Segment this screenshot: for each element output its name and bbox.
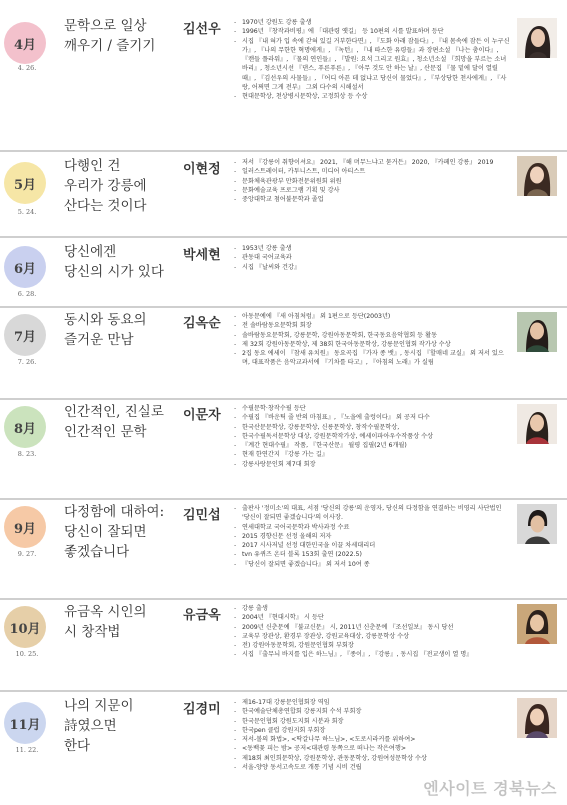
lecturer-name: 김옥순 <box>183 316 221 331</box>
news-watermark: 엔사이트 경북뉴스 <box>423 779 557 798</box>
lecture-title: 문학으로 일상 깨우기 / 즐기기 <box>64 18 156 54</box>
lecturer-name: 김선우 <box>183 22 221 37</box>
bio-item: - 시집 『내 혀가 입 속에 갇혀 있길 거부한다면』, 『도화 아래 잠들다』, 『내 몸속에 잠든 이 누구신가』, 『나의 무한한 혁명에게』, 『녹턴』, 『내 따스한 유령들』과 장편소설 『나는 춤이다』, 『캔들 플라워』, 『물의 연인들』, 『발원: 요석 그리고 원효』, 청소년소설 『희망을 부르는 소녀 바리』, 청소년시선 『댄스, 푸른푸른』, 『아무 것도 안 하는 날』, 산문집 『물 밑에 달이 열릴 때』, 『김선우의 사물들』, 『어디 아픈 데 없냐고 당신이 물었다』, 『부상당한 천사에게』, 『사랑, 어쩌면 그게 전부』 그외 다수의 시해설서 <box>234 37 510 93</box>
bio-item: - 전) 강원아동문학회, 강원문인협회 부회장 <box>234 641 510 650</box>
bio-item: - 연세대학교 국어국문학과 박사과정 수료 <box>234 523 510 532</box>
lecture-title: 다행인 건 우리가 강릉에 산다는 것이다 <box>64 158 147 214</box>
lecturer-bio <box>234 404 510 469</box>
lecturer-photo <box>517 18 557 58</box>
row-divider <box>0 306 567 308</box>
month-badge: 4月 <box>4 22 46 64</box>
bio-item: - 문화체육관광부 만화전문위원회 위원 <box>234 177 510 186</box>
bio-item: - 한국예술단체총연합회 강릉지회 수석 부회장 <box>234 707 510 716</box>
bio-item: - 서울-양양 동서고속도로 개통 기념 시비 건립 <box>234 763 510 772</box>
portrait-image <box>517 312 557 352</box>
lecture-date: 8. 23. <box>17 450 37 458</box>
row-divider <box>0 236 567 238</box>
bio-item: - 시집 『출무늬 바지를 입은 하느님』, 『종이』, 『강릉』, 동시집 『전교생이 열 명』 <box>234 650 510 659</box>
schedule-row-september <box>0 498 567 594</box>
month-badge: 11月 <box>4 702 46 744</box>
lecturer-bio <box>234 312 510 368</box>
lecturer-bio <box>234 698 510 772</box>
lecture-title: 나의 지문이 詩였으면 한다 <box>64 698 134 754</box>
lecture-date: 10. 25. <box>15 650 39 658</box>
schedule-row-july <box>0 306 567 394</box>
lecture-date: 9. 27. <box>17 550 37 558</box>
bio-item: - 2017 시사저널 선정 대한민국을 이끌 차세대리더 <box>234 541 510 550</box>
lecturer-name: 이현정 <box>183 162 221 177</box>
lecture-title: 동시와 동요의 즐거운 만남 <box>64 312 147 348</box>
bio-item: - 중앙대학교 첨어불문학과 졸업 <box>234 195 510 204</box>
bio-item: - 2004년 『현대시학』 시 등단 <box>234 613 510 622</box>
bio-item: - 관동대 국어교육과 <box>234 253 510 262</box>
bio-item: - 한국문인협회 강원도지회 시분과 회장 <box>234 717 510 726</box>
lecturer-bio <box>234 604 510 660</box>
bio-item: - 솔바람동요문학회, 강릉문학, 강원아동문학회, 한국동요음악협회 등 활동 <box>234 331 510 340</box>
schedule-row-october <box>0 598 567 686</box>
lecturer-photo <box>517 604 557 644</box>
lecture-date: 7. 26. <box>17 358 37 366</box>
lecture-title: 인간적인, 진실로 인간적인 문학 <box>64 404 164 440</box>
lecturer-photo <box>517 698 557 738</box>
bio-item: - tvn 유퀴즈 온더 블록 153회 출연 (2022.5) <box>234 550 510 559</box>
bio-item: - 현대문학상, 천상병시문학상, 고정희상 등 수상 <box>234 92 510 101</box>
bio-item: - 제 32회 강원아동문학상, 제 38회 한국아동문학상, 강릉문인협회 작가상 수상 <box>234 340 510 349</box>
lecturer-photo <box>517 156 557 196</box>
row-divider <box>0 150 567 152</box>
bio-item: - <동백꽃 피는 밤> 공저<대관령 동쪽으로 떠나는 작은여행> <box>234 744 510 753</box>
bio-item: - 한국수필독서문학상 대상, 강원문학작가상, 예세이파아우수작품상 수상 <box>234 432 510 441</box>
portrait-image <box>517 604 557 644</box>
month-badge: 9月 <box>4 506 46 548</box>
month-badge: 7月 <box>4 314 46 356</box>
portrait-image <box>517 698 557 738</box>
bio-item: - 1970년 강원도 강릉 출생 <box>234 18 510 27</box>
schedule-row-june <box>0 236 567 302</box>
lecturer-photo <box>517 404 557 444</box>
bio-item: - 한국산문문학상, 강릉문학상, 신릉문학상, 창작수필문학상, <box>234 423 510 432</box>
lecturer-name: 김민섭 <box>183 508 221 523</box>
bio-item: - 문화예술교육 프로그램 기획 및 강사 <box>234 186 510 195</box>
month-badge: 10月 <box>4 606 46 648</box>
bio-item: - 수필문학·창작수필 등단 <box>234 404 510 413</box>
bio-item: - 2009년 신춘문예 『불교신문』 시, 2011년 신춘문예 『조선일보』 동시 당선 <box>234 623 510 632</box>
lecturer-name: 김경미 <box>183 702 221 717</box>
month-badge: 5月 <box>4 162 46 204</box>
lecture-date: 4. 26. <box>17 64 37 72</box>
bio-item: - 2집 동요 에세이 『참새 유치원』 동요곡집 『가자 종 뱃』, 동시집 『할매네 교실』 외 저서 있으며, 대표작품은 음악교과서에 『기차를 타고』, 『아침의 노래』가 실림 <box>234 349 510 368</box>
lecturer-name: 이문자 <box>183 408 221 423</box>
lecturer-name: 박세현 <box>183 248 221 263</box>
lecturer-name: 유금옥 <box>183 608 221 623</box>
lecture-date: 6. 28. <box>17 290 37 298</box>
row-divider <box>0 398 567 400</box>
row-divider <box>0 598 567 600</box>
lecturer-bio <box>234 158 510 204</box>
bio-item: - 아동문예에 『새 아침처럼』 외 1편으로 등단(2003년) <box>234 312 510 321</box>
lecture-date: 11. 22. <box>15 746 39 754</box>
bio-item: - 『계간 현대수필』 작품, 『한국산문』 월평 집필(2년 6개월) <box>234 441 510 450</box>
bio-item: - 2015 경향신문 선정 올해의 저자 <box>234 532 510 541</box>
lecture-title: 당신에겐 당신의 시가 있다 <box>64 244 164 280</box>
lecturer-bio <box>234 504 510 569</box>
lecture-date: 5. 24. <box>17 208 37 216</box>
portrait-image <box>517 156 557 196</box>
bio-item: - 1953년 강릉 출생 <box>234 244 510 253</box>
lecturer-photo <box>517 504 557 544</box>
lecturer-photo <box>517 312 557 352</box>
portrait-image <box>517 404 557 444</box>
bio-item: - 출판사 '정미소'의 대표, 서점 '당신의 강릉'의 운영자, 당신의 다정함을 연결하는 비영리 사단법인 '당신이 잘되면 좋겠습니다'의 이사장. <box>234 504 510 523</box>
schedule-row-august <box>0 398 567 494</box>
row-divider <box>0 690 567 692</box>
bio-item: - 『당신이 잘되면 좋겠습니다』 외 저서 10여 종 <box>234 560 510 569</box>
bio-item: - 교육부 장관상, 환경부 장관상, 강원교육대상, 강릉문학상 수상 <box>234 632 510 641</box>
bio-item: - 저서 『강릉이 취향이셔요』 2021, 『해 머무느냐고 묻거든』 2020, 『카페인 강릉』 2019 <box>234 158 510 167</box>
lecture-title: 유금옥 시인의 시 창작법 <box>64 604 147 640</box>
bio-item: - 저서-볼의 화법>, <딱갈나무 하느님>, <도로시라커를 위하여> <box>234 735 510 744</box>
schedule-row-may <box>0 150 567 230</box>
lecturer-bio <box>234 18 510 102</box>
row-divider <box>0 498 567 500</box>
bio-item: - 제18회 최인희문학상, 강원문학상, 관동문학상, 강원여성문학상 수상 <box>234 754 510 763</box>
bio-item: - 현재 한연간지 『강릉 가는 길』 <box>234 450 510 459</box>
month-badge: 8月 <box>4 406 46 448</box>
bio-item: - 제16-17대 강릉문인협회장 역임 <box>234 698 510 707</box>
month-badge: 6月 <box>4 246 46 288</box>
bio-item: - 강릉 출생 <box>234 604 510 613</box>
bio-item: - 전 솔바람동요문학회 회장 <box>234 321 510 330</box>
portrait-image <box>517 18 557 58</box>
bio-item: - 한국pen 클럽 강원지회 부회장 <box>234 726 510 735</box>
lecturer-bio <box>234 244 510 272</box>
bio-item: - 일러스트레이터, 카투니스트, 미디어 아티스트 <box>234 167 510 176</box>
schedule-row-april <box>0 6 567 142</box>
bio-item: - 1996년 『창작과비평』에 「대관령 옛길」 등 10편의 시를 발표하며 등단 <box>234 27 510 36</box>
bio-item: - 강릉사랑문인회 제7대 회장 <box>234 460 510 469</box>
bio-item: - 시집 『날씨와 건강』 <box>234 263 510 272</box>
bio-item: - 수필집 『바운틱 줄 반의 마침표』, 『노을에 출렁이다』 외 공저 다수 <box>234 413 510 422</box>
lecture-title: 다정함에 대하여: 당신이 잘되면 좋겠습니다 <box>64 504 165 560</box>
portrait-image <box>517 504 557 544</box>
